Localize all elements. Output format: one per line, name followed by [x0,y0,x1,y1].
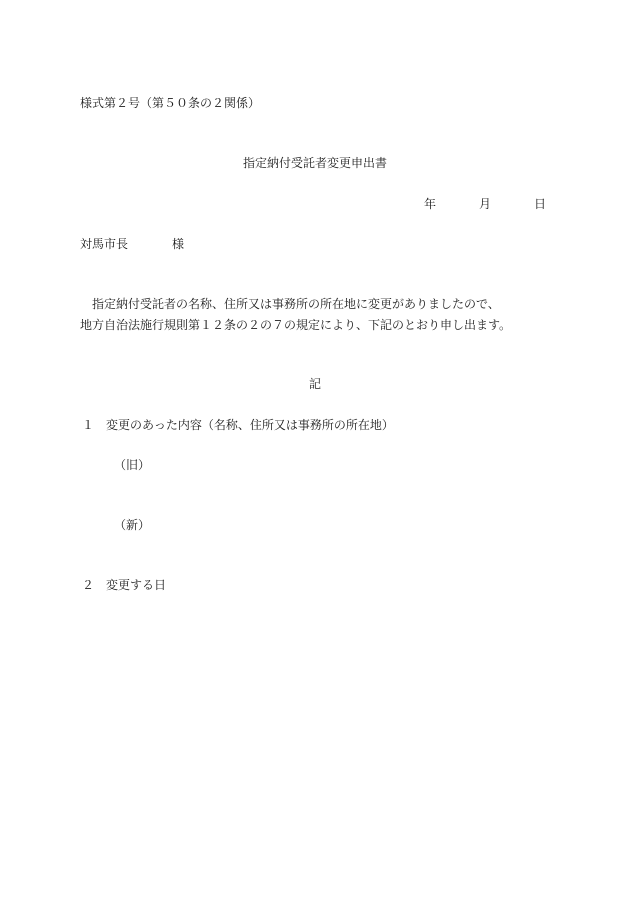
item-1-label: 変更のあった内容（名称、住所又は事務所の所在地） [106,418,394,432]
date-year-label: 年 [424,197,437,211]
body-text-line-1: 指定納付受託者の名称、住所又は事務所の所在地に変更がありましたので、 [80,297,500,311]
document-title: 指定納付受託者変更申出書 [242,156,387,170]
item-1-old-label: （旧） [114,458,151,472]
body-text-line-2: 地方自治法施行規則第１２条の２の７の規定により、下記のとおり申し出ます。 [80,318,512,332]
ki-heading: 記 [308,377,321,391]
form-number: 様式第２号（第５０条の２関係） [80,96,261,110]
item-2-label: 変更する日 [106,578,167,592]
item-1-number: １ [82,418,95,432]
addressee-name: 対馬市長 [80,237,129,251]
addressee-honorific: 様 [172,237,185,251]
date-month-label: 月 [479,197,492,211]
item-2-number: ２ [82,578,95,592]
date-day-label: 日 [534,197,547,211]
item-1-new-label: （新） [114,518,151,532]
